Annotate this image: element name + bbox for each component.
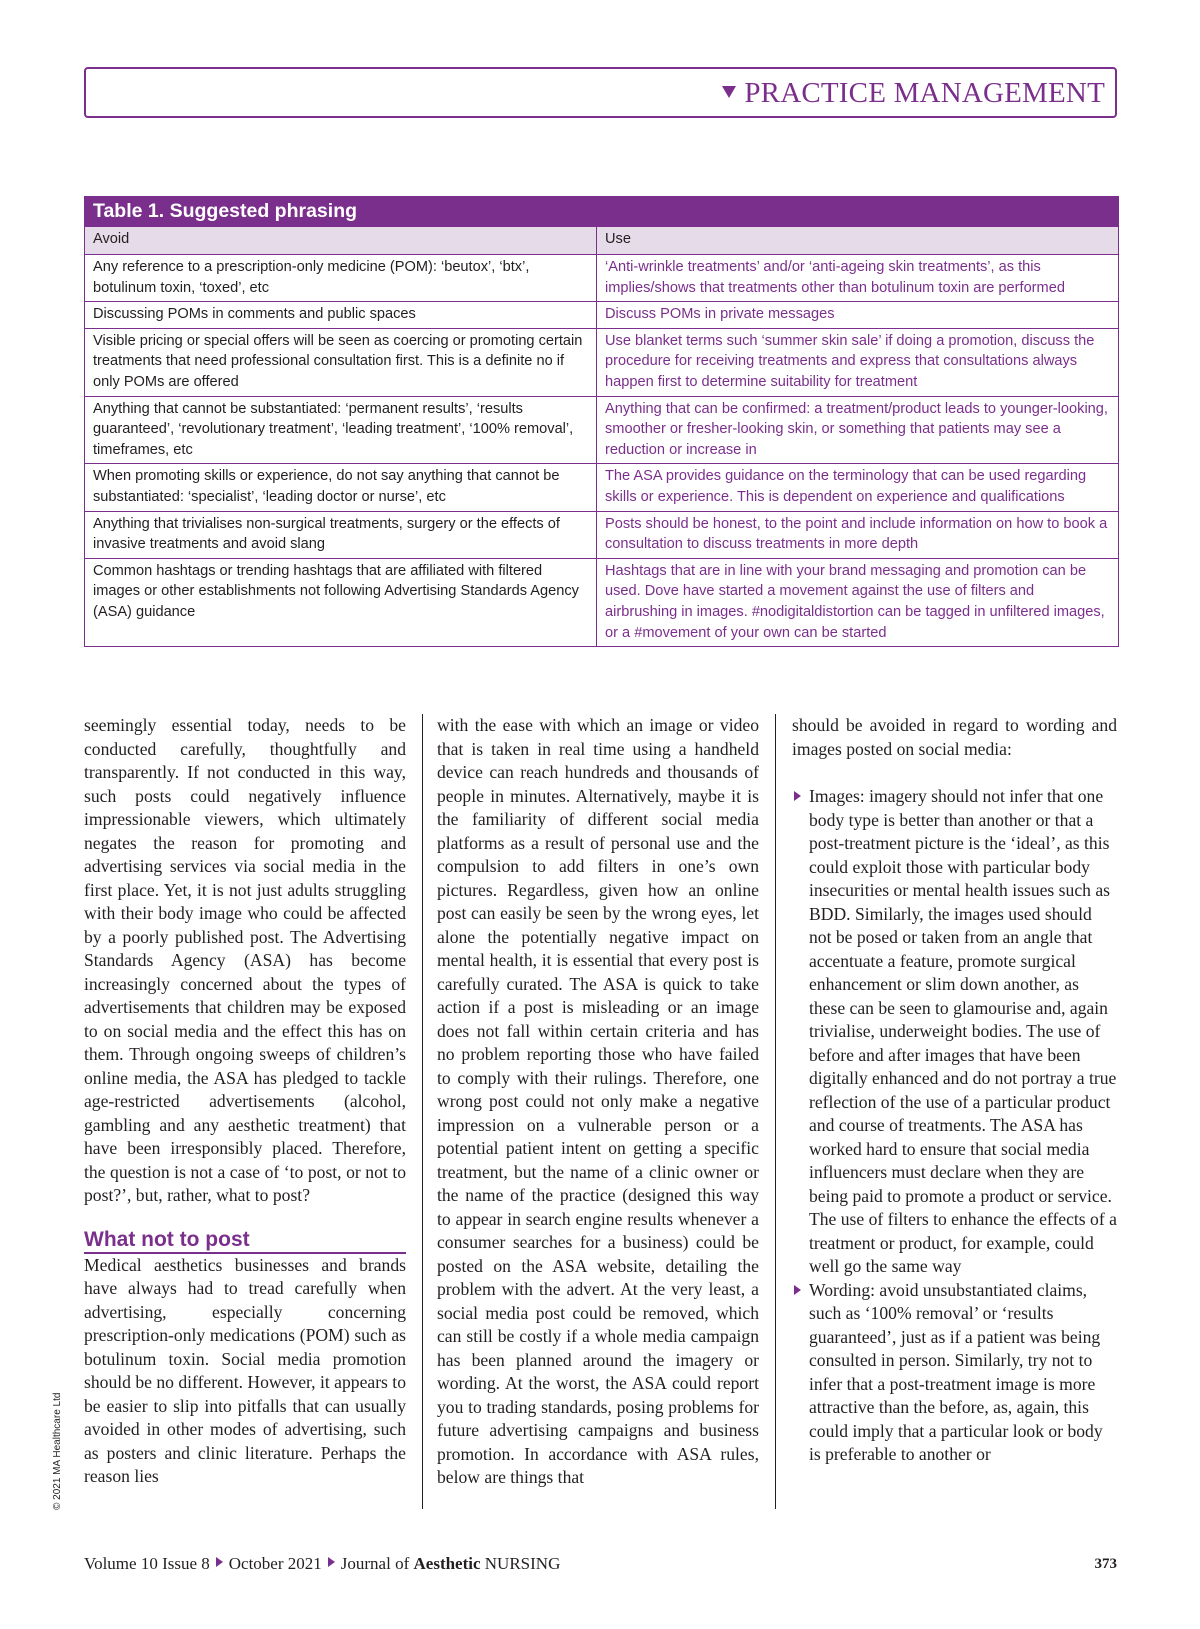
avoid-cell: Anything that cannot be substantiated: ‘permanent results’, ‘results guaranteed’, ‘revolutionary treatment’, ‘leading treatment’, ‘100% removal’, timeframes, etc: [85, 396, 597, 464]
bullet-list: [792, 785, 1117, 1467]
column-header-avoid: Avoid: [85, 227, 597, 255]
section-header-box: [84, 67, 1117, 118]
footer-volume: Volume 10 Issue 8: [84, 1554, 210, 1573]
triangle-right-icon: [328, 1557, 335, 1567]
paragraph: with the ease with which an image or video that is taken in real time using a handheld device can reach hundreds and thousands of people in minutes. Alternatively, maybe it is the familiarity of different social media platforms as a result of personal use and the compulsion to add filters in one’s own pictures. Regardless, given how an online post can easily be seen by the wrong eyes, let alone the potentially negative impact on mental health, it is essential that every post is carefully curated. The ASA is quick to take action if a post is misleading or an image does not fall within certain criteria and has no problem reporting those who have failed to comply with their rulings. Therefore, one wrong post could not only make a negative impression on a vulnerable person or a potential patient intent on getting a specific treatment, but the name of a clinic owner or the name of the practice (designed this way to appear in search engine results whenever a consumer searches for a business) could be posted on the ASA website, detailing the problem with the advert. At the very least, a social media post could be removed, which can still be costly if a whole media campaign has been planned around the imagery or wording. At the worst, the ASA could report you to trading standards, posing problems for future advertising campaigns and business promotion. In accordance with ASA rules, below are things that: [437, 715, 759, 1487]
use-cell: Hashtags that are in line with your brand messaging and promotion can be used. Dove have started a movement against the use of filters and airbrushing in images. #nodigitaldistortion can be tagged in unfiltered images, or a #movement of your own can be started: [597, 558, 1119, 646]
use-cell: Discuss POMs in private messages: [597, 302, 1119, 329]
table-row: [85, 558, 1119, 646]
table-row: [85, 328, 1119, 396]
footer-journal-prefix: Journal of: [340, 1554, 410, 1573]
paragraph: Medical aesthetics businesses and brands have always had to tread carefully when advertising, especially concerning prescription-only medications (POM) such as botulinum toxin. Social media promotion should be no different. However, it appears to be easier to slip into pitfalls that can usually avoided in other modes of advertising, such as posters and clinic literature. Perhaps the reason lies: [84, 1254, 406, 1486]
page-number: 373: [1094, 1556, 1117, 1572]
avoid-cell: Visible pricing or special offers will be seen as coercing or promoting certain treatments that need professional consultation first. This is a definite no if only POMs are offered: [85, 328, 597, 396]
avoid-cell: Common hashtags or trending hashtags that are affiliated with filtered images or other establishments not following Advertising Standards Agency (ASA) guidance: [85, 558, 597, 646]
avoid-cell: Any reference to a prescription-only medicine (POM): ‘beutox’, ‘btx’, botulinum toxin, ‘toxed’, etc: [85, 255, 597, 302]
list-item: [792, 1279, 1117, 1467]
triangle-down-icon: [722, 86, 736, 98]
footer-journal-bold: Aesthetic: [413, 1554, 481, 1573]
paragraph: seemingly essential today, needs to be conducted carefully, thoughtfully and transparently. If not conducted in this way, such posts could negatively influence impressionable viewers, which ultimately negates the reason for promoting and advertising services via social media in the first place. Yet, it is not just adults struggling with their body image who could be affected by a poorly published post. The Advertising Standards Agency (ASA) has become increasingly concerned about the types of advertisements that children may be exposed to on social media and the effect this has on them. Through ongoing sweeps of children’s online media, the ASA has pledged to tackle age-restricted advertisements (alcohol, gambling and any aesthetic treatment) that have been irresponsibly placed. Therefore, the question is not a case of ‘to post, or not to post?’, but, rather, what to post?: [84, 715, 406, 1205]
use-cell: Use blanket terms such ‘summer skin sale’ if doing a promotion, discuss the procedure for receiving treatments and express that consultations always happen first to determine suitability for treatment: [597, 328, 1119, 396]
phrasing-table-grid: [84, 226, 1119, 647]
use-cell: The ASA provides guidance on the terminology that can be used regarding skills or experience. This is dependent on experience and qualifications: [597, 464, 1119, 511]
column-header-use: Use: [597, 227, 1119, 255]
column-divider: [775, 714, 776, 1509]
table-row: [85, 464, 1119, 511]
triangle-right-icon: [794, 1285, 801, 1295]
footer: [84, 1554, 560, 1574]
table-row: [85, 396, 1119, 464]
use-cell: ‘Anti-wrinkle treatments’ and/or ‘anti-ageing skin treatments’, as this implies/shows that treatments other than botulinum toxin are performed: [597, 255, 1119, 302]
table-row: [85, 302, 1119, 329]
avoid-cell: Discussing POMs in comments and public spaces: [85, 302, 597, 329]
section-title: PRACTICE MANAGEMENT: [744, 77, 1105, 109]
body-column-3: [792, 714, 1117, 1467]
list-item-text: Images: imagery should not infer that one body type is better than another or that a post-treatment picture is the ‘ideal’, as this could exploit those with particular body insecurities or mental health issues such as BDD. Similarly, the images used should not be posed or taken from an angle that accentuate a feature, promote surgical enhancement or slim down another, as these can be seen to glamourise and, again trivialise, underweight bodies. The use of before and after images that have been digitally enhanced and do not portray a true reflection of the use of a particular product and course of treatments. The ASA has worked hard to ensure that social media influencers must declare when they are being paid to promote a product or service. The use of filters to enhance the effects of a treatment or product, for example, could well go the same way: [809, 786, 1117, 1276]
body-column-2: [437, 714, 759, 1490]
table-header-row: [85, 227, 1119, 255]
copyright-notice: © 2021 MA Healthcare Ltd: [52, 1392, 63, 1510]
list-item-text: Wording: avoid unsubstantiated claims, such as ‘100% removal’ or ‘results guaranteed’, just as if a patient was being consulted in person. Similarly, try not to infer that a post-treatment image is more attractive than the before, as, again, this could imply that a particular look or body is preferable to another or: [809, 1279, 1103, 1464]
triangle-right-icon: [794, 791, 801, 801]
footer-date: October 2021: [228, 1554, 322, 1573]
table-title: Table 1. Suggested phrasing: [84, 196, 1119, 226]
triangle-right-icon: [216, 1557, 223, 1567]
list-item: [792, 785, 1117, 1279]
avoid-cell: When promoting skills or experience, do not say anything that cannot be substantiated: ‘specialist’, ‘leading doctor or nurse’, etc: [85, 464, 597, 511]
body-column-1: [84, 714, 406, 1489]
phrasing-table: [84, 196, 1119, 647]
use-cell: Anything that can be confirmed: a treatment/product leads to younger-looking, smoother or fresher-looking skin, or something that patients may see a reduction or increase in: [597, 396, 1119, 464]
subheading: What not to post: [84, 1228, 406, 1254]
column-divider: [422, 714, 423, 1509]
table-row: [85, 511, 1119, 558]
table-row: [85, 255, 1119, 302]
use-cell: Posts should be honest, to the point and include information on how to book a consultation to discuss treatments in more depth: [597, 511, 1119, 558]
avoid-cell: Anything that trivialises non-surgical treatments, surgery or the effects of invasive treatments and avoid slang: [85, 511, 597, 558]
footer-journal-suffix: NURSING: [484, 1554, 561, 1573]
section-tag: [722, 77, 1105, 110]
paragraph: should be avoided in regard to wording and images posted on social media:: [792, 715, 1117, 759]
